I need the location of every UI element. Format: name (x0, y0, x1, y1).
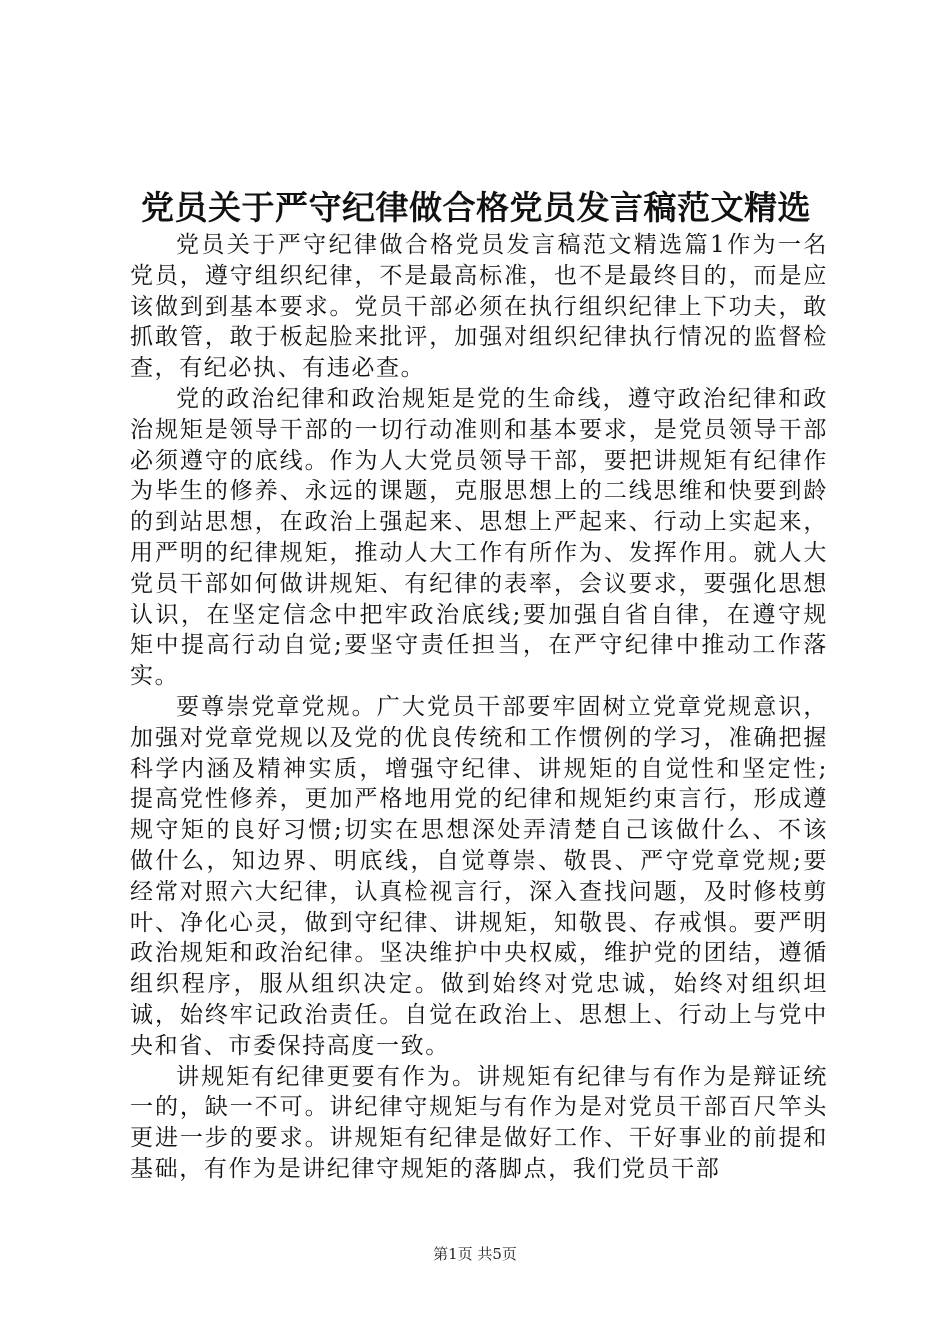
document-body (130, 230, 828, 1185)
paragraph-1: 党员关于严守纪律做合格党员发言稿范文精选篇1作为一名党员，遵守组织纪律，不是最高标准，也不是最终目的，而是应该做到到基本要求。党员干部必须在执行组织纪律上下功夫，敢抓敢管，敢于板起脸来批评，加强对组织纪律执行情况的监督检查，有纪必执、有违必查。 (130, 232, 828, 382)
paragraph-2: 党的政治纪律和政治规矩是党的生命线，遵守政治纪律和政治规矩是领导干部的一切行动准则和基本要求，是党员领导干部必须遵守的底线。作为人大党员领导干部，要把讲规矩有纪律作为毕生的修养、永远的课题，克服思想上的二线思维和快要到龄的到站思想，在政治上强起来、思想上严起来、行动上实起来，用严明的纪律规矩，推动人大工作有所作为、发挥作用。就人大党员干部如何做讲规矩、有纪律的表率，会议要求，要强化思想认识，在坚定信念中把牢政治底线;要加强自省自律，在遵守规矩中提高行动自觉;要坚守责任担当，在严守纪律中推动工作落实。 (130, 385, 828, 690)
paragraph-4: 讲规矩有纪律更要有作为。讲规矩有纪律与有作为是辩证统一的，缺一不可。讲纪律守规矩与有作为是对党员干部百尺竿头更进一步的要求。讲规矩有纪律是做好工作、干好事业的前提和基础，有作为是讲纪律守规矩的落脚点，我们党员干部 (130, 1063, 828, 1182)
document-title: 党员关于严守纪律做合格党员发言稿范文精选 (141, 188, 811, 227)
page-number-footer: 第1页 共5页 (433, 1245, 517, 1263)
paragraph-3: 要尊崇党章党规。广大党员干部要牢固树立党章党规意识，加强对党章党规以及党的优良传统和工作惯例的学习，准确把握科学内涵及精神实质，增强守纪律、讲规矩的自觉性和坚定性;提高党性修养，更加严格地用党的纪律和规矩约束言行，形成遵规守矩的良好习惯;切实在思想深处弄清楚自己该做什么、不该做什么，知边界、明底线，自觉尊崇、敬畏、严守党章党规;要经常对照六大纪律，认真检视言行，深入查找问题，及时修枝剪叶、净化心灵，做到守纪律、讲规矩，知敬畏、存戒惧。要严明政治规矩和政治纪律。坚决维护中央权威，维护党的团结，遵循组织程序，服从组织决定。做到始终对党忠诚，始终对组织坦诚，始终牢记政治责任。自觉在政治上、思想上、行动上与党中央和省、市委保持高度一致。 (130, 693, 828, 1059)
